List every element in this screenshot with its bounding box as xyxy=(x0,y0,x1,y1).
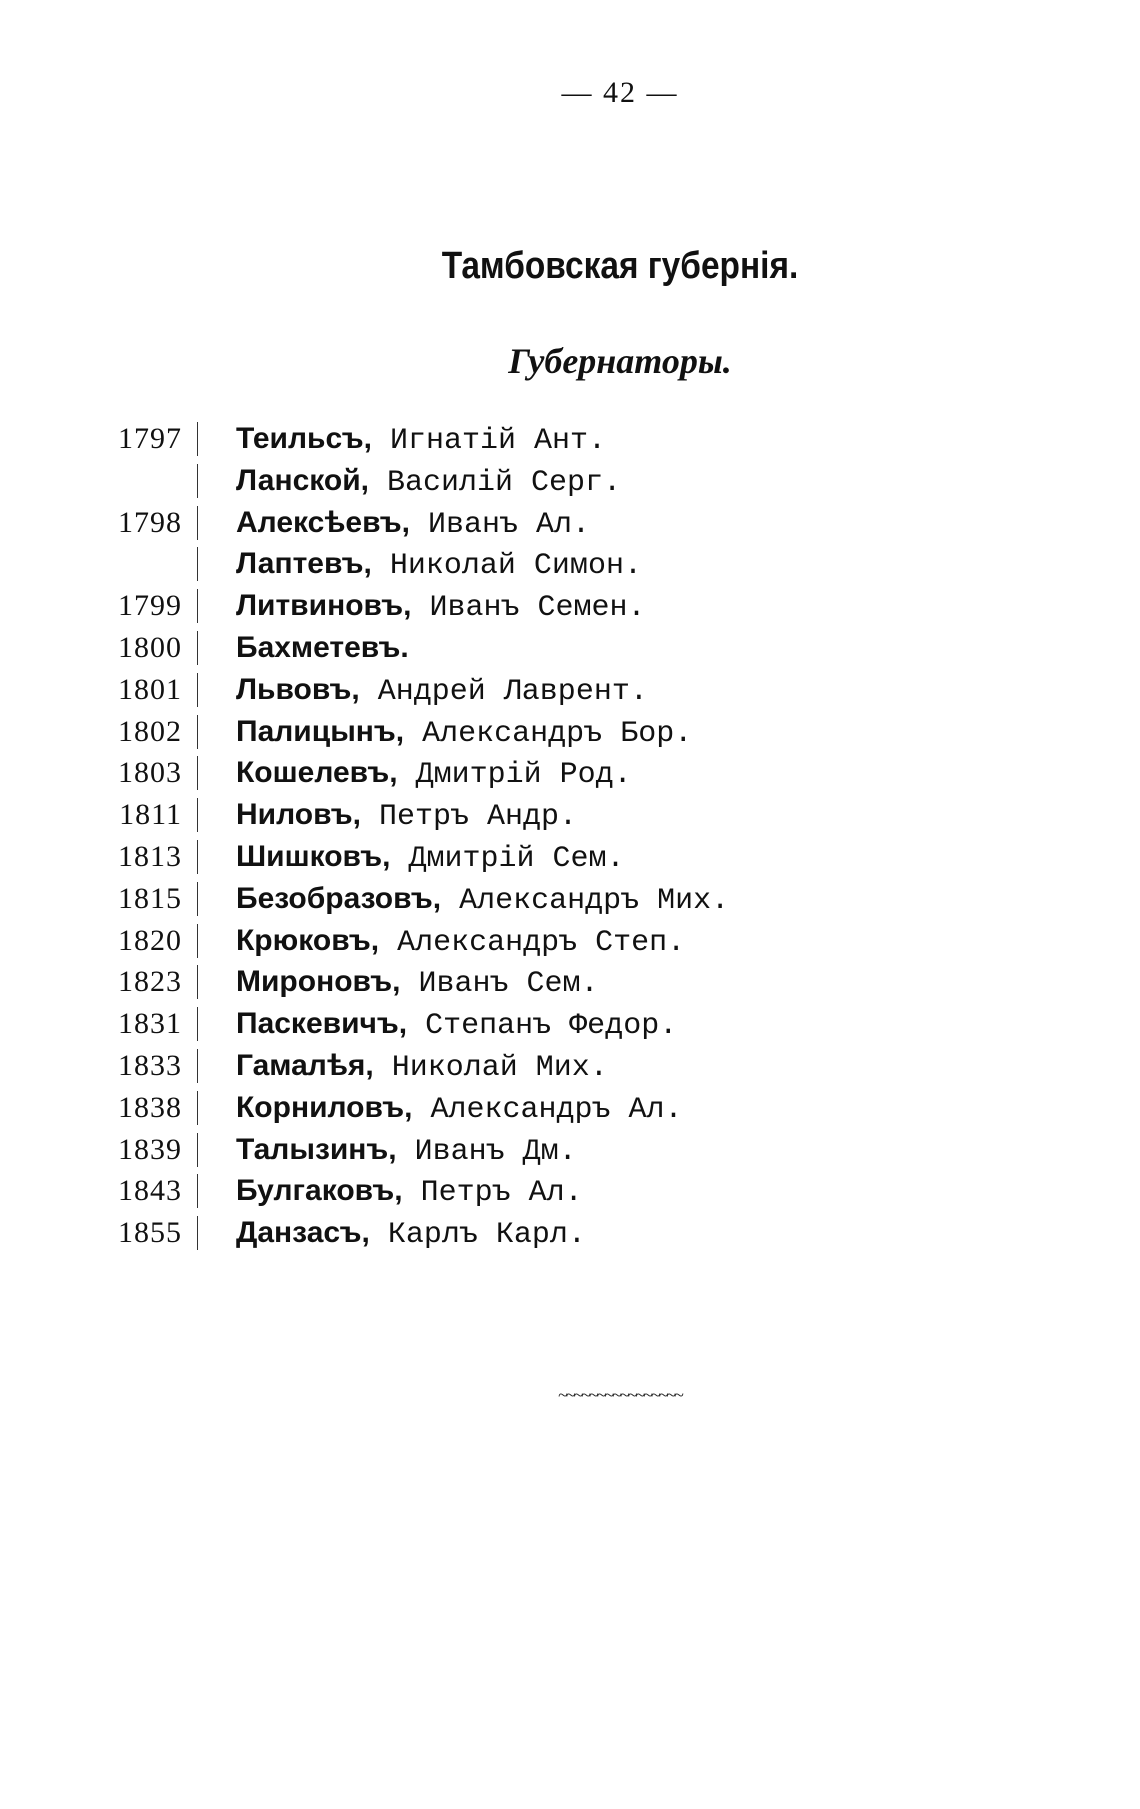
entry-year: 1799 xyxy=(118,589,182,623)
governor-entry xyxy=(0,920,1140,962)
entry-surname: Крюковъ, xyxy=(236,923,380,957)
entry-year: 1797 xyxy=(118,422,182,455)
entry-surname: Ниловъ, xyxy=(236,798,361,832)
entry-name xyxy=(236,460,621,505)
entry-year: 1831 xyxy=(118,1007,182,1041)
entry-name xyxy=(236,878,729,923)
entry-year: 1815 xyxy=(118,881,182,915)
column-divider xyxy=(197,506,198,540)
entry-surname: Мироновъ, xyxy=(236,965,401,999)
column-divider xyxy=(197,1007,198,1041)
column-divider xyxy=(197,1216,198,1250)
column-divider xyxy=(197,715,198,749)
entry-name xyxy=(236,543,642,588)
column-divider xyxy=(197,464,198,498)
column-divider xyxy=(197,840,198,874)
entry-year: 1798 xyxy=(118,505,182,539)
entry-year: 1838 xyxy=(118,1090,182,1124)
entry-given-name: Петръ Андр. xyxy=(379,800,578,835)
entry-given-name: Александръ Ал. xyxy=(430,1092,683,1127)
entry-given-name: Иванъ Дм. xyxy=(414,1134,577,1169)
column-divider xyxy=(197,1174,198,1208)
governor-entry xyxy=(0,794,1140,836)
column-divider xyxy=(197,631,198,665)
entry-surname: Гамалѣя, xyxy=(236,1048,374,1082)
entry-name xyxy=(236,711,692,756)
entry-surname: Данзасъ, xyxy=(236,1216,370,1250)
entry-year: 1839 xyxy=(118,1132,182,1166)
governor-entry xyxy=(0,502,1140,544)
column-divider xyxy=(197,1049,198,1083)
governor-entry xyxy=(0,961,1140,1003)
closing-ornament: ~~~~~~~~~~~~~~~~ xyxy=(558,1385,682,1405)
entry-given-name: Александръ Мих. xyxy=(459,883,730,918)
entry-surname: Корниловъ, xyxy=(236,1090,413,1124)
entry-surname: Палицынъ, xyxy=(236,714,405,748)
column-divider xyxy=(197,924,198,958)
governor-entry xyxy=(0,669,1140,711)
entry-surname: Шишковъ, xyxy=(236,839,391,873)
entry-given-name: Петръ Ал. xyxy=(420,1176,583,1211)
entry-name xyxy=(236,502,590,547)
entry-given-name: Иванъ Сем. xyxy=(418,967,599,1002)
entry-given-name: Иванъ Ал. xyxy=(428,507,591,542)
entry-name xyxy=(236,1170,583,1215)
entry-name xyxy=(236,920,685,965)
entry-name xyxy=(236,627,409,672)
entry-surname: Львовъ, xyxy=(236,672,360,706)
entry-year: 1823 xyxy=(118,965,182,999)
governor-entry xyxy=(0,627,1140,669)
column-divider xyxy=(197,1133,198,1167)
entry-given-name: Степанъ Федор. xyxy=(425,1009,678,1044)
entry-given-name: Игнатій Ант. xyxy=(389,424,607,458)
entry-given-name: Иванъ Семен. xyxy=(429,591,646,626)
entry-surname: Теильсъ, xyxy=(236,422,372,455)
entry-surname: Талызинъ, xyxy=(236,1132,397,1166)
page-number: — 42 — xyxy=(561,76,679,109)
entry-name xyxy=(236,961,598,1006)
entry-given-name: Александръ Степ. xyxy=(397,925,686,960)
province-title: Тамбовская губернія. xyxy=(441,245,799,287)
governor-entry xyxy=(0,1045,1140,1087)
entry-surname: Бахметевъ. xyxy=(236,630,409,664)
section-title: Губернаторы. xyxy=(508,341,732,381)
governor-entry xyxy=(0,1129,1140,1171)
entry-year: 1802 xyxy=(118,714,182,748)
entry-given-name: Александръ Бор. xyxy=(422,716,693,751)
entry-name xyxy=(236,794,577,839)
column-divider xyxy=(197,422,198,456)
entry-year: 1803 xyxy=(118,756,182,790)
column-divider xyxy=(197,965,198,999)
entry-name xyxy=(236,669,648,714)
entry-surname: Алексѣевъ, xyxy=(236,505,410,539)
entry-given-name: Николай Симон. xyxy=(389,549,642,584)
column-divider xyxy=(197,673,198,707)
entry-year: 1801 xyxy=(118,672,182,706)
entry-surname: Литвиновъ, xyxy=(236,589,412,623)
entry-given-name: Дмитрій Сем. xyxy=(408,841,625,876)
entry-year: 1813 xyxy=(118,839,182,873)
governor-entry xyxy=(0,836,1140,878)
governor-entry xyxy=(0,585,1140,627)
entry-name xyxy=(236,418,606,463)
entry-name xyxy=(236,1045,608,1090)
column-divider xyxy=(197,1091,198,1125)
entry-surname: Ланской, xyxy=(236,463,370,497)
entry-year: 1833 xyxy=(118,1048,182,1082)
entry-name xyxy=(236,752,632,797)
column-divider xyxy=(197,589,198,623)
entry-surname: Паскевичъ, xyxy=(236,1007,408,1041)
entry-name xyxy=(236,1129,577,1174)
governor-entry xyxy=(0,711,1140,753)
entry-given-name: Николай Мих. xyxy=(391,1050,608,1085)
entry-given-name: Андрей Лаврент. xyxy=(377,674,648,709)
governor-entry xyxy=(0,1087,1140,1129)
governor-entry xyxy=(0,878,1140,920)
entry-year: 1843 xyxy=(118,1174,182,1208)
column-divider xyxy=(197,882,198,916)
entry-surname: Лаптевъ, xyxy=(236,547,372,581)
entry-given-name: Василій Серг. xyxy=(387,465,622,500)
column-divider xyxy=(197,798,198,832)
entry-given-name: Дмитрій Род. xyxy=(415,758,632,793)
entry-surname: Кошелевъ, xyxy=(236,756,398,790)
entry-name xyxy=(236,1003,677,1048)
column-divider xyxy=(197,756,198,790)
entry-name xyxy=(236,1212,586,1257)
column-divider xyxy=(197,547,198,581)
governor-entry xyxy=(0,418,1140,460)
entry-year: 1820 xyxy=(118,923,182,957)
entry-name xyxy=(236,585,645,630)
governor-entry xyxy=(0,1003,1140,1045)
governor-entry xyxy=(0,543,1140,585)
entry-surname: Безобразовъ, xyxy=(236,881,442,915)
entry-given-name: Карлъ Карл. xyxy=(387,1218,586,1253)
entry-year: 1855 xyxy=(118,1216,182,1250)
governor-entry xyxy=(0,752,1140,794)
entry-year: 1800 xyxy=(118,630,182,664)
entry-year: 1811 xyxy=(119,798,182,832)
governor-entry xyxy=(0,1170,1140,1212)
entry-name xyxy=(236,836,625,881)
governor-entry xyxy=(0,460,1140,502)
governor-entry xyxy=(0,1212,1140,1254)
governors-list xyxy=(0,418,1140,1254)
entry-surname: Булгаковъ, xyxy=(236,1174,403,1208)
entry-name xyxy=(236,1087,682,1132)
